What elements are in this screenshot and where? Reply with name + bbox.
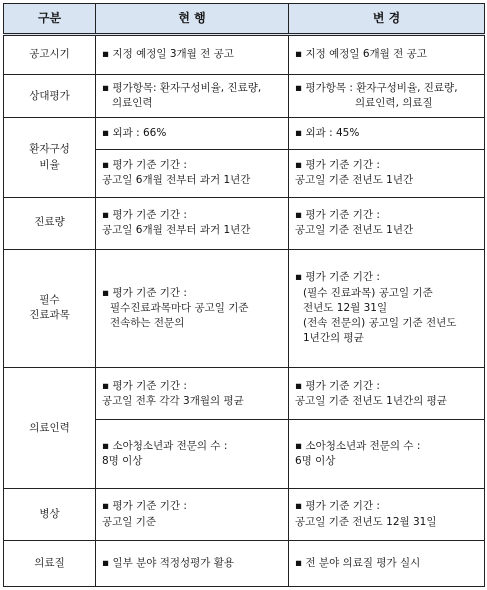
current-patient-period-line1: ▪ 평가 기준 기간 : — [102, 158, 187, 171]
header-category: 구분 — [4, 4, 96, 35]
current-staff-period-line1: ▪ 평가 기준 기간 : — [102, 379, 187, 392]
current-staff-count-line2: 8명 이상 — [102, 455, 143, 468]
current-volume-line1: ▪ 평가 기준 기간 : — [102, 208, 187, 221]
row-staff-a — [4, 368, 485, 420]
category-notice: 공고시기 — [4, 35, 96, 75]
changed-essential-line1: ▪ 평가 기준 기간 : — [295, 271, 380, 284]
changed-relative-line2: 의료인력, 의료질 — [355, 97, 433, 110]
category-staff: 의료인력 — [4, 368, 96, 489]
row-volume — [4, 197, 485, 249]
changed-essential-line3: 전년도 12월 31일 — [303, 301, 388, 314]
row-notice — [4, 35, 485, 75]
changed-patient-ratio: ▪ 외과 : 45% — [289, 118, 485, 149]
current-volume — [96, 197, 289, 249]
changed-essential-line5: 1년간의 평균 — [303, 332, 364, 345]
current-essential — [96, 249, 289, 368]
comparison-table — [3, 3, 485, 587]
changed-essential-line2: (필수 진료과목) 공고일 기준 — [303, 286, 433, 299]
current-patient-period — [96, 149, 289, 197]
category-essential — [4, 249, 96, 368]
row-beds — [4, 489, 485, 541]
current-beds — [96, 489, 289, 541]
current-relative-line1: ▪ 평가항목: 환자구성비율, 진료량, — [102, 81, 262, 94]
changed-patient-period-line2: 공고일 기준 전년도 1년간 — [295, 174, 414, 187]
changed-beds-line1: ▪ 평가 기준 기간 : — [295, 500, 380, 513]
current-essential-line1: ▪ 평가 기준 기간 : — [102, 286, 187, 299]
current-staff-count-line1: ▪ 소아청소년과 전문의 수 : — [102, 439, 228, 452]
row-relative — [4, 74, 485, 118]
changed-staff-period-line1: ▪ 평가 기준 기간 : — [295, 379, 380, 392]
current-beds-line1: ▪ 평가 기준 기간 : — [102, 500, 187, 513]
category-beds: 병상 — [4, 489, 96, 541]
category-relative: 상대평가 — [4, 74, 96, 118]
current-staff-period-line2: 공고일 전후 각각 3개월의 평균 — [102, 394, 244, 407]
category-volume: 진료량 — [4, 197, 96, 249]
changed-beds-line2: 공고일 기준 전년도 12월 31일 — [295, 515, 437, 528]
changed-relative — [289, 74, 485, 118]
category-essential-line1: 필수 — [39, 294, 60, 307]
current-essential-line3: 전속하는 전문의 — [110, 317, 185, 330]
row-essential — [4, 249, 485, 368]
row-patient-a — [4, 118, 485, 149]
changed-patient-period — [289, 149, 485, 197]
current-relative-line2: 의료인력 — [112, 97, 153, 110]
current-staff-count — [96, 420, 289, 489]
changed-staff-count — [289, 420, 485, 489]
row-quality — [4, 541, 485, 587]
current-quality: ▪ 일부 분야 적정성평가 활용 — [96, 541, 289, 587]
changed-volume-line1: ▪ 평가 기준 기간 : — [295, 208, 380, 221]
header-current: 현 행 — [96, 4, 289, 35]
current-essential-line2: 필수진료과목마다 공고일 기준 — [110, 301, 249, 314]
changed-notice: ▪ 지정 예정일 6개월 전 공고 — [289, 35, 485, 75]
current-patient-period-line2: 공고일 6개월 전부터 과거 1년간 — [102, 174, 251, 187]
header-changed: 변 경 — [289, 4, 485, 35]
changed-relative-line1: ▪ 평가항목 : 환자구성비율, 진료량, — [295, 81, 458, 94]
changed-volume — [289, 197, 485, 249]
category-essential-line2: 진료과목 — [29, 309, 70, 322]
changed-staff-count-line1: ▪ 소아청소년과 전문의 수 : — [295, 439, 421, 452]
changed-essential-line4: (전속 전문의) 공고일 기준 전년도 — [303, 317, 457, 330]
current-notice: ▪ 지정 예정일 3개월 전 공고 — [96, 35, 289, 75]
current-beds-line2: 공고일 기준 — [102, 515, 157, 528]
current-volume-line2: 공고일 6개월 전부터 과거 1년간 — [102, 224, 251, 237]
category-patient — [4, 118, 96, 197]
changed-staff-count-line2: 6명 이상 — [295, 455, 336, 468]
current-relative — [96, 74, 289, 118]
changed-quality: ▪ 전 분야 의료질 평가 실시 — [289, 541, 485, 587]
changed-beds — [289, 489, 485, 541]
changed-volume-line2: 공고일 기준 전년도 1년간 — [295, 224, 414, 237]
category-quality: 의료질 — [4, 541, 96, 587]
current-patient-ratio: ▪ 외과 : 66% — [96, 118, 289, 149]
category-patient-line1: 환자구성 — [29, 143, 70, 156]
current-staff-period — [96, 368, 289, 420]
changed-essential — [289, 249, 485, 368]
changed-patient-period-line1: ▪ 평가 기준 기간 : — [295, 158, 380, 171]
category-patient-line2: 비율 — [39, 158, 60, 171]
changed-staff-period-line2: 공고일 기준 전년도 1년간의 평균 — [295, 394, 447, 407]
header-row — [4, 4, 485, 35]
changed-staff-period — [289, 368, 485, 420]
